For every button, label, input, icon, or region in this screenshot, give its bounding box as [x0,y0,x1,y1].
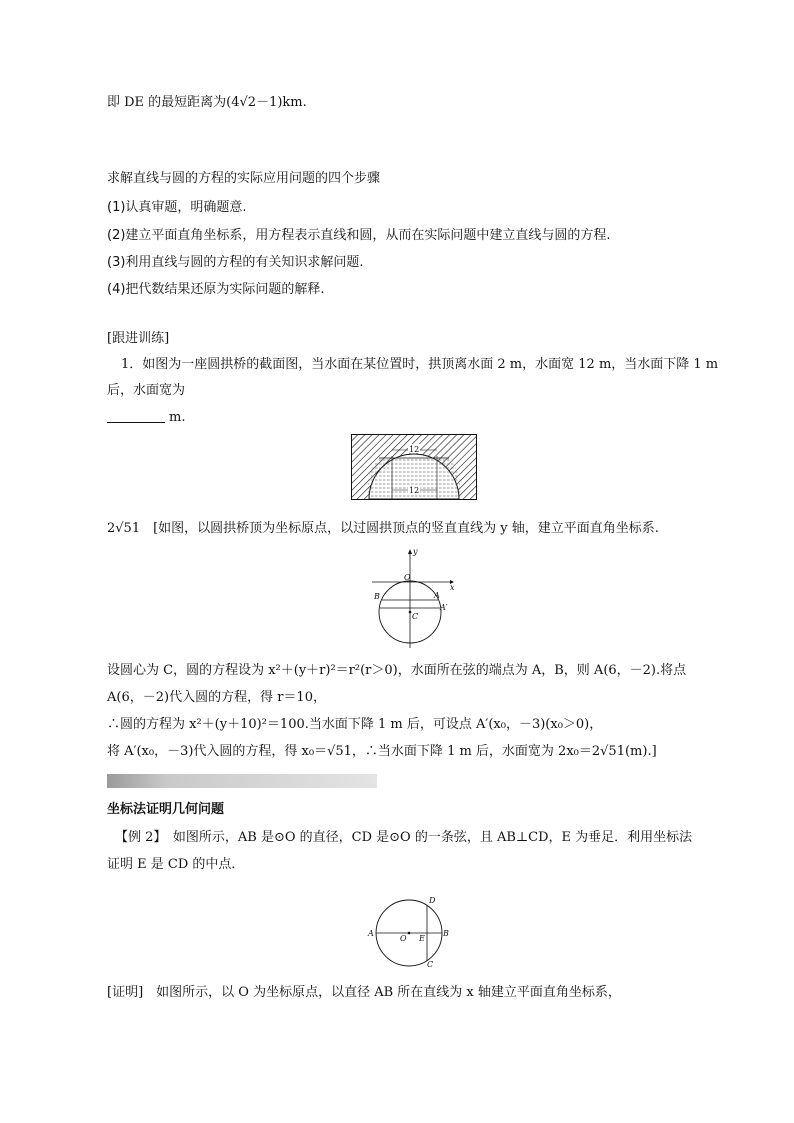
solution-line-3: ∴圆的方程为 x²＋(y＋10)²＝100.当水面下降 1 m 后，可设点 A′(x₀，－3)(x₀＞0)， [107,717,603,732]
exercise-1-text-cont: 后，水面宽为 [107,383,186,398]
step-3: (3)利用直线与圆的方程的有关知识求解问题. [107,255,364,270]
coordinate-circle-figure [368,546,460,650]
step-4: (4)把代数结果还原为实际问题的解释. [107,282,325,297]
section-heading: 求解直线与圆的方程的实际应用问题的四个步骤 [107,171,381,186]
step-2: (2)建立平面直角坐标系，用方程表示直线和圆，从而在实际问题中建立直线与圆的方程. [107,228,611,243]
example-2-text-cont: 证明 E 是 CD 的中点． [107,857,245,872]
y-axis-label: y [413,547,418,556]
point-a-prime-label: A′ [440,603,448,612]
answer-text: 2√51 [如图，以圆拱桥顶为坐标原点，以过圆拱顶点的竖直直线为 y 轴，建立平面直角坐标系. [107,521,659,536]
x-axis-label: x [450,583,455,592]
point-a-label: A [434,591,440,600]
point-b-label: B [443,929,449,938]
point-e-label: E [419,934,425,943]
point-o-label: O [400,934,407,943]
top-width-label: 12 [409,445,420,454]
origin-label: O [404,573,411,582]
type-title: 坐标法证明几何问题 [107,802,225,817]
step-1: (1)认真审题，明确题意. [107,200,247,215]
point-b-label: B [374,592,380,601]
point-c-label: C [427,960,434,969]
bottom-width-label: 12 [409,486,420,495]
arch-bridge-figure [351,434,477,500]
solution-line-1: 设圆心为 C，圆的方程设为 x²＋(y＋r)²＝r²(r＞0)，水面所在弦的端点为 A，B，则 A(6，－2).将点 [107,663,687,678]
solution-line-2: A(6，－2)代入圆的方程，得 r＝10， [107,690,326,705]
proof-text: [证明] 如图所示，以 O 为坐标原点，以直径 AB 所在直线为 x 轴建立平面直角坐标系， [107,985,621,1000]
type-banner [107,774,377,788]
text-line: 即 DE 的最短距离为(4√2－1)km. [107,95,307,110]
circle-chord-figure [366,893,452,969]
center-c-label: C [412,612,419,621]
point-a-label: A [368,929,374,938]
exercise-heading: [跟进训练] [107,331,170,346]
point-d-label: D [429,896,436,905]
exercise-1-text: 1．如图为一座圆拱桥的截面图，当水面在某位置时，拱顶离水面 2 m，水面宽 12 m，当水面下降 1 m [121,357,719,372]
solution-line-4: 将 A′(x₀，－3)代入圆的方程，得 x₀＝√51，∴当水面下降 1 m 后，水面宽为 2x₀＝2√51(m).] [107,744,657,759]
answer-blank[interactable] [107,409,165,423]
example-2-text: 【例 2】 如图所示，AB 是⊙O 的直径，CD 是⊙O 的一条弦，且 AB⊥CD，E 为垂足．利用坐标法 [115,830,693,845]
answer-blank-line: m. [107,409,185,427]
